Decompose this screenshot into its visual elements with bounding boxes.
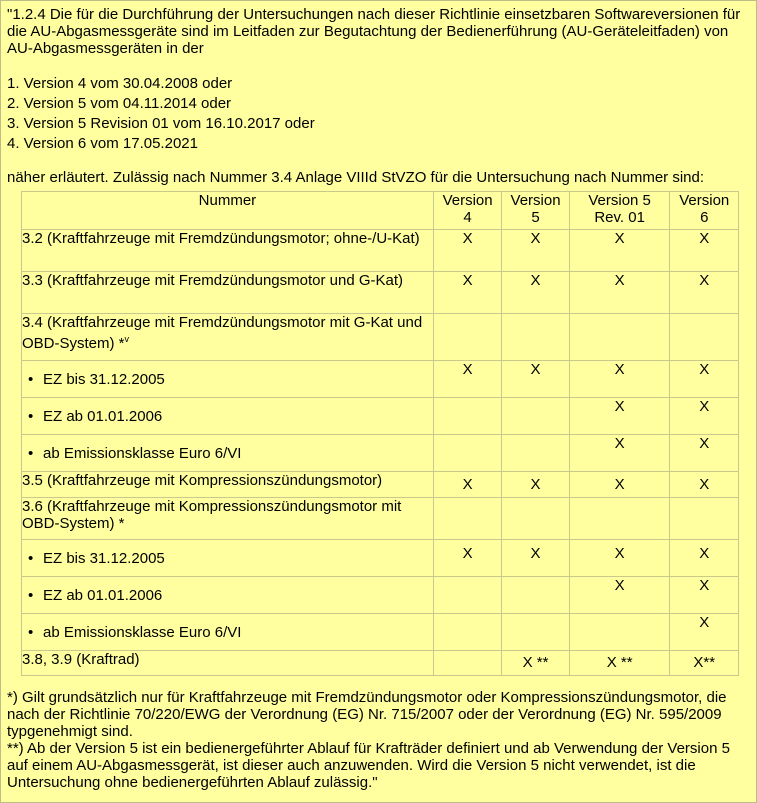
cell-v4 (433, 614, 501, 651)
header-line: Version (679, 192, 730, 209)
cell-v5 (502, 498, 569, 540)
bullet-icon: • (28, 586, 34, 604)
table-row (22, 398, 739, 435)
header-line: 6 (700, 209, 709, 226)
table-row (22, 540, 739, 577)
cell-v5r: X (569, 398, 670, 435)
cell-v6: X (670, 540, 739, 577)
header-version-6 (670, 192, 739, 230)
header-line: 4 (463, 209, 472, 226)
row-label (22, 361, 434, 398)
cell-v5r: X (569, 272, 670, 314)
row-label-text: EZ bis 31.12.2005 (43, 370, 165, 388)
version-list-item: 1. Version 4 vom 30.04.2008 oder (7, 75, 233, 92)
table-header-row (22, 192, 739, 230)
cell-v4 (433, 651, 501, 676)
cell-v4: X (433, 272, 501, 314)
header-nummer: Nummer (22, 192, 434, 230)
cell-v6: X (670, 472, 739, 498)
version-table (21, 191, 739, 676)
table-row (22, 230, 739, 272)
row-label (22, 398, 434, 435)
cell-v5: X ** (502, 651, 569, 676)
after-list-paragraph: näher erläutert. Zulässig nach Nummer 3.4 Anlage VIIId StVZO für die Untersuchung nach Nummer sind: (7, 169, 705, 186)
row-label-superscript: v (124, 334, 130, 344)
bullet-icon: • (28, 407, 34, 425)
cell-v5r: X (569, 540, 670, 577)
cell-v5r (569, 498, 670, 540)
cell-v5r (569, 614, 670, 651)
cell-v5: X (502, 540, 569, 577)
table-row (22, 614, 739, 651)
row-label-text: ab Emissionsklasse Euro 6/VI (43, 623, 242, 641)
row-label: 3.3 (Kraftfahrzeuge mit Fremdzündungsmotor und G-Kat) (22, 272, 434, 314)
cell-v5r: X (569, 435, 670, 472)
cell-v5r: X (569, 230, 670, 272)
cell-v5 (502, 314, 569, 361)
table-row (22, 314, 739, 361)
cell-v6: X** (670, 651, 739, 676)
cell-v6: X (670, 272, 739, 314)
header-version-4 (433, 192, 501, 230)
cell-v5: X (502, 272, 569, 314)
cell-v5r: X (569, 577, 670, 614)
header-line: Version (442, 192, 493, 209)
row-label-text: EZ ab 01.01.2006 (43, 407, 163, 425)
version-list-item: 2. Version 5 vom 04.11.2014 oder (7, 95, 232, 112)
cell-v6: X (670, 435, 739, 472)
cell-v5r: X ** (569, 651, 670, 676)
row-label: 3.6 (Kraftfahrzeuge mit Kompressionszündungsmotor mit OBD-System) * (22, 498, 434, 540)
bullet-icon: • (28, 623, 34, 641)
cell-v4 (433, 398, 501, 435)
header-line: Rev. 01 (594, 209, 645, 226)
row-label: 3.2 (Kraftfahrzeuge mit Fremdzündungsmotor; ohne-/U-Kat) (22, 230, 434, 272)
row-label (22, 577, 434, 614)
version-list-item: 4. Version 6 vom 17.05.2021 (7, 135, 198, 152)
row-label-text: 3.4 (Kraftfahrzeuge mit Fremdzündungsmotor mit G-Kat und OBD-System) * (22, 314, 423, 352)
row-label: 3.5 (Kraftfahrzeuge mit Kompressionszündungsmotor) (22, 472, 434, 498)
cell-v5 (502, 614, 569, 651)
header-version-5 (502, 192, 569, 230)
cell-v6 (670, 314, 739, 361)
cell-v4: X (433, 540, 501, 577)
cell-v5r (569, 314, 670, 361)
version-list (7, 74, 315, 154)
intro-paragraph: "1.2.4 Die für die Durchführung der Untersuchungen nach dieser Richtlinie einsetzbaren Softwareversionen für die AU-Abgasmessgeräte sind im Leitfaden zur Begutachtung der Bedienerführung (AU-Geräteleitfaden) von AU-Abgasmessgeräten in der (7, 6, 741, 57)
cell-v6: X (670, 230, 739, 272)
row-label (22, 540, 434, 577)
version-list-item: 3. Version 5 Revision 01 vom 16.10.2017 oder (7, 115, 315, 132)
cell-v4 (433, 577, 501, 614)
footnote: **) Ab der Version 5 ist ein bedienergeführter Ablauf für Krafträder definiert und ab Verwendung der Version 5 auf einem AU-Abgasmessgerät, ist dieser auch anzuwenden. Wird die Version 5 nicht verwendet, ist die Untersuchung ohne bedienergeführten Ablauf zulässig." (7, 740, 730, 791)
row-label (22, 314, 434, 361)
table-row (22, 651, 739, 676)
bullet-icon: • (28, 444, 34, 462)
header-line: Version 5 (588, 192, 651, 209)
table-row (22, 272, 739, 314)
footnotes (7, 689, 752, 791)
row-label: 3.8, 3.9 (Kraftrad) (22, 651, 434, 676)
table-row (22, 361, 739, 398)
cell-v6: X (670, 398, 739, 435)
footnote: *) Gilt grundsätzlich nur für Kraftfahrzeuge mit Fremdzündungsmotor oder Kompressionszündungsmotor, die nach der Richtlinie 70/220/EWG der Verordnung (EG) Nr. 715/2007 oder der Verordnung (EG) Nr. 595/2009 typgenehmigt sind. (7, 689, 727, 740)
bullet-icon: • (28, 549, 34, 567)
row-label (22, 614, 434, 651)
header-line: Version (510, 192, 561, 209)
cell-v5 (502, 398, 569, 435)
row-label-text: EZ bis 31.12.2005 (43, 549, 165, 567)
cell-v6: X (670, 614, 739, 651)
cell-v5 (502, 435, 569, 472)
cell-v5: X (502, 230, 569, 272)
cell-v6 (670, 498, 739, 540)
cell-v5r: X (569, 361, 670, 398)
cell-v6: X (670, 361, 739, 398)
cell-v5 (502, 577, 569, 614)
bullet-icon: • (28, 370, 34, 388)
row-label-text: ab Emissionsklasse Euro 6/VI (43, 444, 242, 462)
cell-v5r: X (569, 472, 670, 498)
table-row (22, 498, 739, 540)
cell-v4 (433, 498, 501, 540)
cell-v5: X (502, 361, 569, 398)
cell-v4: X (433, 472, 501, 498)
table-row (22, 435, 739, 472)
cell-v4 (433, 314, 501, 361)
table-row (22, 472, 739, 498)
header-line: 5 (531, 209, 540, 226)
cell-v6: X (670, 577, 739, 614)
table-row (22, 577, 739, 614)
cell-v4: X (433, 361, 501, 398)
row-label-text: EZ ab 01.01.2006 (43, 586, 163, 604)
cell-v5: X (502, 472, 569, 498)
cell-v4 (433, 435, 501, 472)
cell-v4: X (433, 230, 501, 272)
row-label (22, 435, 434, 472)
header-version-5-rev-01 (569, 192, 670, 230)
